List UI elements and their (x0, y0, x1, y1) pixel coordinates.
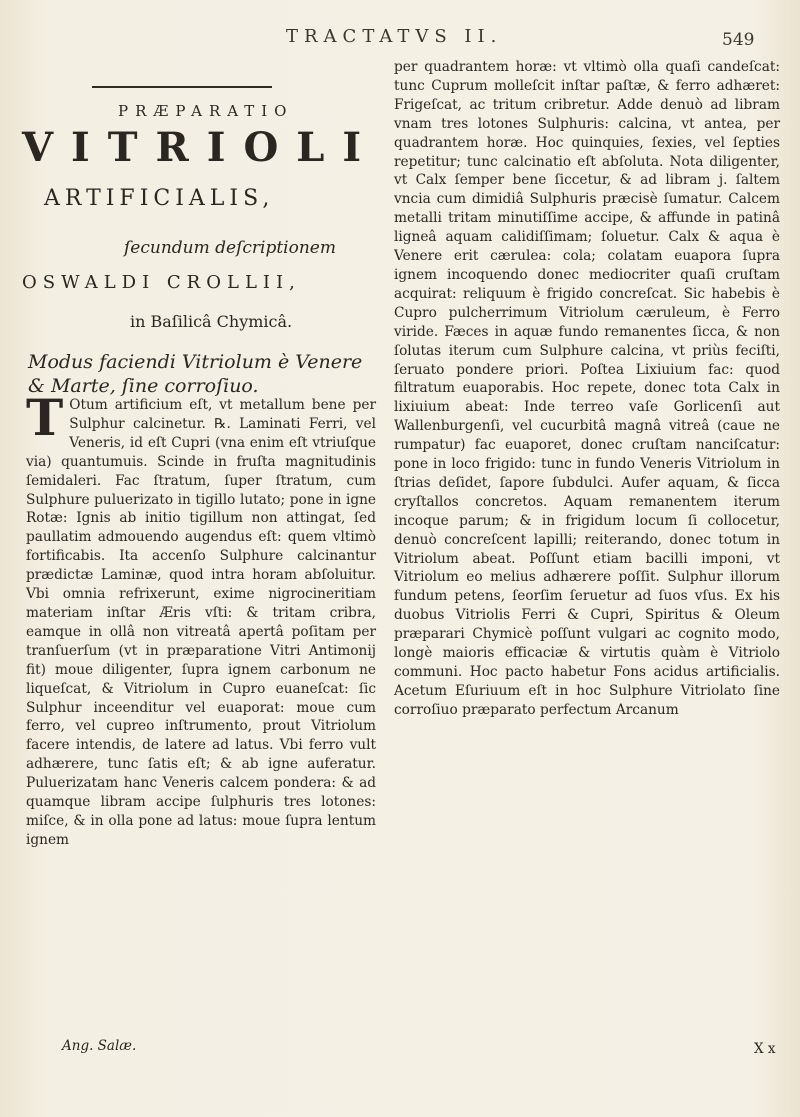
drop-cap: T (26, 388, 64, 447)
section-heading: Modus faciendi Vitriolum è Venere & Marte, ſine corroſiuo. (28, 351, 363, 397)
right-catchword: X x (754, 1041, 776, 1057)
title-vitrioli: VITRIOLI (22, 124, 380, 171)
head-rule (92, 86, 272, 88)
author-oswaldi: OSWALDI CROLLII, (22, 272, 301, 293)
right-paragraph: per quadrantem horæ: vt vltimò olla quaſi candeſcat: tunc Cuprum molleſcit inſtar paſtæ, & ferro adhæret: Frigeſcat, ac tritum cribretur. Adde denuò ad libram vnam tres lotones Sulphuris: calcina, vt antea, per quadrantem horæ. Hoc quinquies, ſexies, vel ſepties repetitur; tunc calcinatio eſt abſoluta. Nota diligenter, vt Calx ſemper bene ſiccetur, & ad libram j. ſaltem vncia cum dimidiâ Sulphuris præcisè ſumatur. Calcem metalli tritam minutiſſime accipe, & affunde in patinâ ligneâ aquam calidiſſimam; ſoluetur. Calx & aqua è Venere erit cærulea: cola; colatam euapora ſupra ignem incoquendo donec mediocriter quaſi cruſtam acquirat: reliquum è frigido concreſcat. Sic habebis è Cupro pulcherrimum Vitriolum cæruleum, è Ferro viride. Fæces in aquæ fundo remanentes ſicca, & non ſolutas iterum cum Sulphure calcina, vt priùs feciſti, ſeruato pondere priori. Poſtea Lixiuium fac: quod filtratum euaporabis. Hoc repete, donec tota Calx in lixiuium abeat: Inde terreo vaſe Gorlicenſi aut Wallenburgenſi, vel cucurbitâ magnâ vitreâ (caue ne rumpatur) fac euaporet, donec cruſtam nanciſcatur: pone in loco frigido: tunc in fundo Veneris Vitriolum in ſtrias deſidet, ſapore ſubdulci. Aufer aquam, & ſicca cryſtallos concretos. Aquam remanentem iterum incoque parum; & in frigidum locum ſi collocetur, denuò concreſcent lapilli; reiterando, donec totum in Vitriolum abeat. Poſſunt etiam bacilli imponi, vt Vitriolum eo melius adhærere poſſit. Sulphur illorum fundum petens, ſeorſim ſeruetur ad ſuos vſus. Ex his duobus Vitriolis Ferri & Cupri, Spiritus & Oleum præparari Chymicè poſſunt vulgari ac cognito modo, longè maioris efficaciæ & virtutis quàm è Vitriolo communi. Hoc pacto habetur Fons acidus artificialis. Acetum Eſuriuum eſt in hoc Sulphure Vitriolato ſine corroſiuo præparato perfectum Arcanum (394, 59, 780, 718)
subtitle-secundum: ſecundum deſcriptionem (124, 238, 336, 258)
left-catchword: Ang. Salæ. (62, 1038, 137, 1054)
running-title: TRACTATVS II. (286, 26, 503, 47)
title-artificialis: ARTIFICIALIS, (44, 186, 275, 211)
right-body-text (394, 58, 780, 720)
left-paragraph: Otum artificium eſt, vt metallum bene per Sulphur calcinetur. ℞. Laminati Ferri, vel Veneris, id eſt Cupri (vna enim eſt vtriuſque via) quantumuis. Scinde in fruſta magnitudinis ſemidaleri. Fac ſtratum, ſuper ſtratum, cum Sulphure puluerizato in tigillo lutato; pone in igne Rotæ: Ignis ab initio tigillum non attingat, ſed paullatim admouendo augendus eſt: quem vltimò fortificabis. Ita accenſo Sulphure calcinantur prædictæ Laminæ, quod intra horam abſoluitur. Vbi omnia refrixerunt, exime nigrocineritiam materiam inſtar Æris vſti: & tritam cribra, eamque in ollâ non vitreatâ apertâ poſitam per tranſuerſum (vt in præparatione Vitri Antimonij fit) moue diligenter, ſupra ignem carbonum ne liqueſcat, & Vitriolum in Cupro euaneſcat: ſic Sulphur inceenditur vel euaporat: moue cum ferro, vel cupreo inſtrumento, prout Vitriolum facere intendis, de latere ad latus. Vbi ferro vult adhærere, tunc ſatis eſt; & ab igne auferatur. Puluerizatam hanc Veneris calcem pondera: & ad quamque libram accipe ſulphuris tres lotones: miſce, & in olla pone ad latus: moue ſupra lentum ignem (26, 397, 376, 848)
left-body-text (26, 388, 376, 850)
page-header (0, 24, 800, 54)
page-number: 549 (722, 30, 755, 50)
title-praeparatio: PRÆPARATIO (118, 102, 294, 120)
source-basilica: in Baſilicâ Chymicâ. (130, 312, 293, 331)
